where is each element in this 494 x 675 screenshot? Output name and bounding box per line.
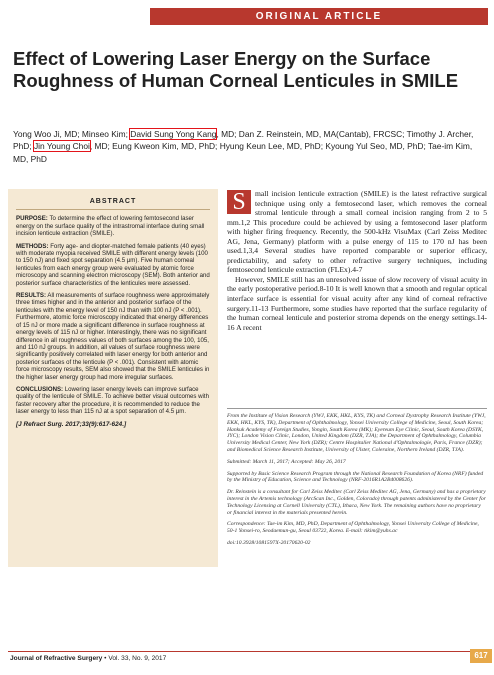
footnotes bbox=[227, 408, 487, 552]
body-paragraph-1-text: mall incision lenticule extraction (SMILE) is the latest refractive surgical technique using only a femtosecond laser, which removes the corneal stromal lenticule through a small corneal incision ranging from 2 to 5 mm.1,2 This procedure could be achieved by using a femtosecond laser platform with higher firing frequency. Recently, the 500-kHz VisuMax (Carl Zeiss Meditec AG, Jena, Germany) platform with a pulse energy of 115 to 170 nJ has been used.1,3,4 Several studies have reported comparable or superior efficacy, predictability, and safety to other refractive surgery techniques, including femtosecond lenticule extraction (FLEx).4-7 bbox=[227, 189, 487, 275]
page-footer bbox=[0, 651, 494, 667]
body-paragraph-2: However, SMILE still has an unresolved issue of slow recovery of visual acuity in the early postoperative period.8-10 It is well known that a smooth and regular optical interface surface is essential for visual acuity after any kind of corneal refractive surgery.11-13 Furthermore, some studies have reported that the surface regularity of the human corneal lenticule and posterior stroma depends on the energy settings.14-16 A recent bbox=[227, 274, 487, 332]
highlighted-author-kang: David Sung Yong Kang bbox=[130, 129, 217, 139]
abstract-divider bbox=[16, 209, 210, 210]
doi: doi:10.3928/1081597X-20170620-02 bbox=[227, 539, 311, 546]
abstract-citation: [J Refract Surg. 2017;33(9):617-624.] bbox=[16, 420, 127, 428]
abstract-conclusions bbox=[16, 386, 210, 416]
footer-rule bbox=[8, 651, 470, 652]
author-list bbox=[13, 128, 483, 165]
results-text: All measurements of surface roughness were approximately three times higher and in the anterior and posterior surface of the lenticules with the energy level of 150 nJ than with 100 nJ (P < .001). Furthermore, atomic force microscopy indicated that energy differences of 15 nJ or more made a significant difference in surface roughness at energy levels of 115 nJ or higher. Interestingly, there was no significant difference in all roughness values of both surfaces among the 100, 105, and 110 nJ groups. In addition, all values of surface roughness were significantly positively correlated with laser energy for both anterior and posterior surfaces of the lenticule (P < .001). Consistent with atomic force microscopy results, SEM also showed that the SMILE lenticules in the higher laser energy group had more irregular surfaces. bbox=[16, 292, 210, 381]
article-title: Effect of Lowering Laser Energy on the Surface Roughness of Human Corneal Lenticules in SMILE bbox=[13, 48, 459, 91]
purpose-label: PURPOSE: bbox=[16, 215, 48, 223]
methods-label: METHODS: bbox=[16, 242, 49, 250]
body-text bbox=[227, 189, 487, 332]
abstract-results bbox=[16, 292, 210, 381]
funding-note: Supported by Basic Science Research Program through the National Research Foundation of Korea (NRF) funded by the Ministry of Education, Science and Technology (NRF-2016R1A2B4008626). bbox=[227, 470, 484, 484]
highlighted-author-choi: Jin Young Choi bbox=[33, 141, 90, 152]
purpose-text: To determine the effect of lowering femtosecond laser energy on the surface quality of the intrastromal interface during small incision lenticule extraction (SMILE). bbox=[16, 215, 205, 238]
abstract-purpose bbox=[16, 215, 210, 237]
abstract-box bbox=[8, 189, 218, 567]
correspondence: Correspondence: Tae-im Kim, MD, PhD, Department of Ophthalmology, Yonsei University College of Medicine, 50-1 Yonsei-ro, Seodaemun-gu, Seoul 03722, Korea. E-mail: tikim@yuhs.ac bbox=[227, 521, 479, 535]
disclosure-note: Dr. Reinstein is a consultant for Carl Zeiss Meditec (Carl Zeiss Meditec AG, Jena, Germany) and has a proprietary interest in the Artemis technology (ArcScan Inc., Golden, Colorado) through patents administered by the Center for Technology Licensing at Cornell University (CTL), Ithaca, New York. The remaining authors have no proprietary or financial interest in the materials presented herein. bbox=[227, 489, 486, 516]
methods-text: Forty age- and diopter-matched female patients (40 eyes) with moderate myopia received SMILE with different energy levels (100 to 150 nJ) and fixed spot separation (4.5 μm). Five human corneal lenticules from each energy group were evaluated by atomic force microscopy and scanning electron microscopy (SEM). Both anterior and posterior surface characteristics of the lenticules were assessed. bbox=[16, 242, 210, 287]
authors-part-3: , MD; Eung Kweon Kim, MD, PhD; Hyung Keun Lee, MD, PhD; Kyoung Yul Seo, MD, PhD; Tae-im Kim, MD, PhD bbox=[13, 141, 473, 164]
footer-journal bbox=[10, 655, 166, 662]
conclusions-label: CONCLUSIONS: bbox=[16, 385, 64, 393]
conclusions-text: Lowering laser energy levels can improve surface quality of the lenticule of SMILE. To achieve better visual outcomes with faster recovery after the procedure, it is recommended to reduce the laser energy to less than 115 nJ at a spot separation of 4.5 μm. bbox=[16, 385, 209, 416]
submission-dates: Submitted: March 11, 2017; Accepted: May 26, 2017 bbox=[227, 458, 346, 465]
journal-issue: • Vol. 33, No. 9, 2017 bbox=[102, 655, 167, 662]
authors-part-2: , MD; Dan Z. Reinstein, MD, MA(Cantab), FRCSC; Timothy J. Archer, PhD; bbox=[13, 129, 474, 152]
body-paragraph-1 bbox=[227, 189, 487, 275]
abstract-methods bbox=[16, 243, 210, 287]
section-banner: ORIGINAL ARTICLE bbox=[150, 8, 488, 25]
page-number: 617 bbox=[470, 649, 492, 663]
authors-part-1: Yong Woo Ji, MD; Minseo Kim; bbox=[13, 129, 131, 139]
affiliations: From the Institute of Vision Research (YWJ, EKK, HKL, KYS, TK) and Corneal Dystrophy Research Institute (YWJ, EKK, HKL, KYS, TK), Department of Ophthalmology, Yonsei University College of Medicine, Seoul, South Korea; Hankuk Academy of Foreign Studies, Yongin, South Korea (MK); Eyereum Eye Clinic, Seoul, South Korea (DSYK, JYC); London Vision Clinic, London, United Kingdom (DZR, TJA); the Department of Ophthalmology, Columbia University Medical Center, New York (DZR); Centre Hospitalier National d'Ophtalmologie, Paris, France (DZR); and Biomedical Science Research Institute, University of Ulster, Coleraine, Northern Ireland (DZR, TJA). bbox=[227, 413, 486, 453]
journal-name: Journal of Refractive Surgery bbox=[10, 655, 103, 662]
results-label: RESULTS: bbox=[16, 292, 47, 300]
drop-cap: S bbox=[227, 190, 251, 214]
abstract-heading: ABSTRACT bbox=[89, 198, 137, 205]
